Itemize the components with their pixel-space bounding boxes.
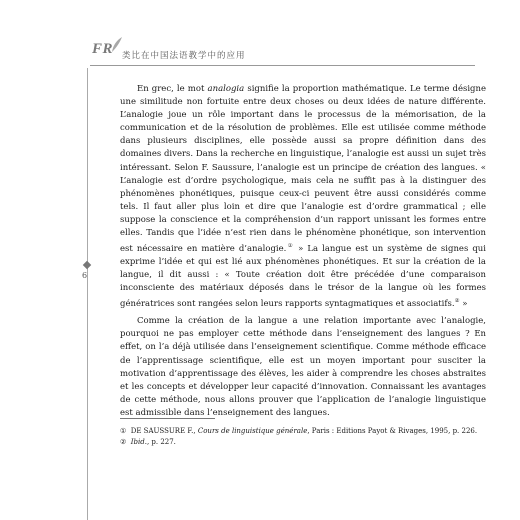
header-rule xyxy=(90,65,475,66)
footnote-ref-2: ② xyxy=(454,298,460,305)
footnote-rule xyxy=(120,418,215,419)
footnote-2: ② Ibid., p. 227. xyxy=(120,438,176,446)
running-header xyxy=(0,38,520,68)
footnotes xyxy=(120,426,486,448)
paragraph-2: Comme la création de la langue a une relation importante avec l’analogie, pourquoi ne pas employer cette méthode dans l’enseignement des langues ? En effet, on l’a déjà utilisée dans l’enseignement scientifique. Comme méthode efficace de l’apprentissage scientifique, elle est un moyen important pour susciter la motivation d’apprentissage des élèves, les aider à comprendre les choses abstraites et les concepts et développer leur capacité d’innovation. Connaissant les avantages de cette méthode, nous allons prouver que l’application de l’analogie linguistique est admissible dans l’enseignement des langues. xyxy=(120,316,486,418)
paragraph-1: En grec, le mot analogia signifie la proportion mathématique. Le terme désigne une similitude non fortuite entre deux choses ou deux idées de nature différente. L’analogie joue un rôle important dans le processus de la mémorisation, de la communication et de la résolution de problèmes. Elle est utilisée comme méthode dans plusieurs disciplines, elle possède aussi sa propre définition dans des domaines divers. Dans la recherche en linguistique, l’analogie est aussi un sujet très intéressant. Selon F. Saussure, l’analogie est un principe de création des langues. « L’analogie est d’ordre psychologique, mais cela ne suffit pas à la distinguer des phénomènes phonétiques, puisque ceux-ci peuvent être aussi considérés comme tels. Il faut aller plus loin et dire que l’analogie est d’ordre grammatical ; elle suppose la conscience et la compréhension d’un rapport unissant les formes entre elles. Tandis que l’idée n’est rien dans le phénomène phonétique, son intervention est nécessaire en matière d’analogie.① » La langue est un système de signes qui exprime l’idée et qui est lié aux phénomènes phonétiques. Et sur la création de la langue, il dit aussi : « Toute création doit être précédée d’une comparaison inconsciente des matériaux déposés dans le trésor de la langue où les formes génératrices sont rangées selon leurs rapports syntagmatiques et associatifs.② » xyxy=(120,84,487,310)
term-analogia: analogia xyxy=(207,84,245,94)
diamond-icon xyxy=(83,261,91,269)
footnote-1: ① DE SAUSSURE F., Cours de linguistique générale, Paris : Editions Payot & Rivages, 1995, p. 226. xyxy=(120,427,478,435)
header-title: 类比在中国法语教学中的应用 xyxy=(122,51,246,61)
page-number: 6 xyxy=(82,271,88,280)
margin-rule xyxy=(87,68,88,520)
body-text xyxy=(120,83,486,420)
fr-logo: FR xyxy=(92,41,114,57)
footnote-ref-1: ① xyxy=(286,243,294,250)
